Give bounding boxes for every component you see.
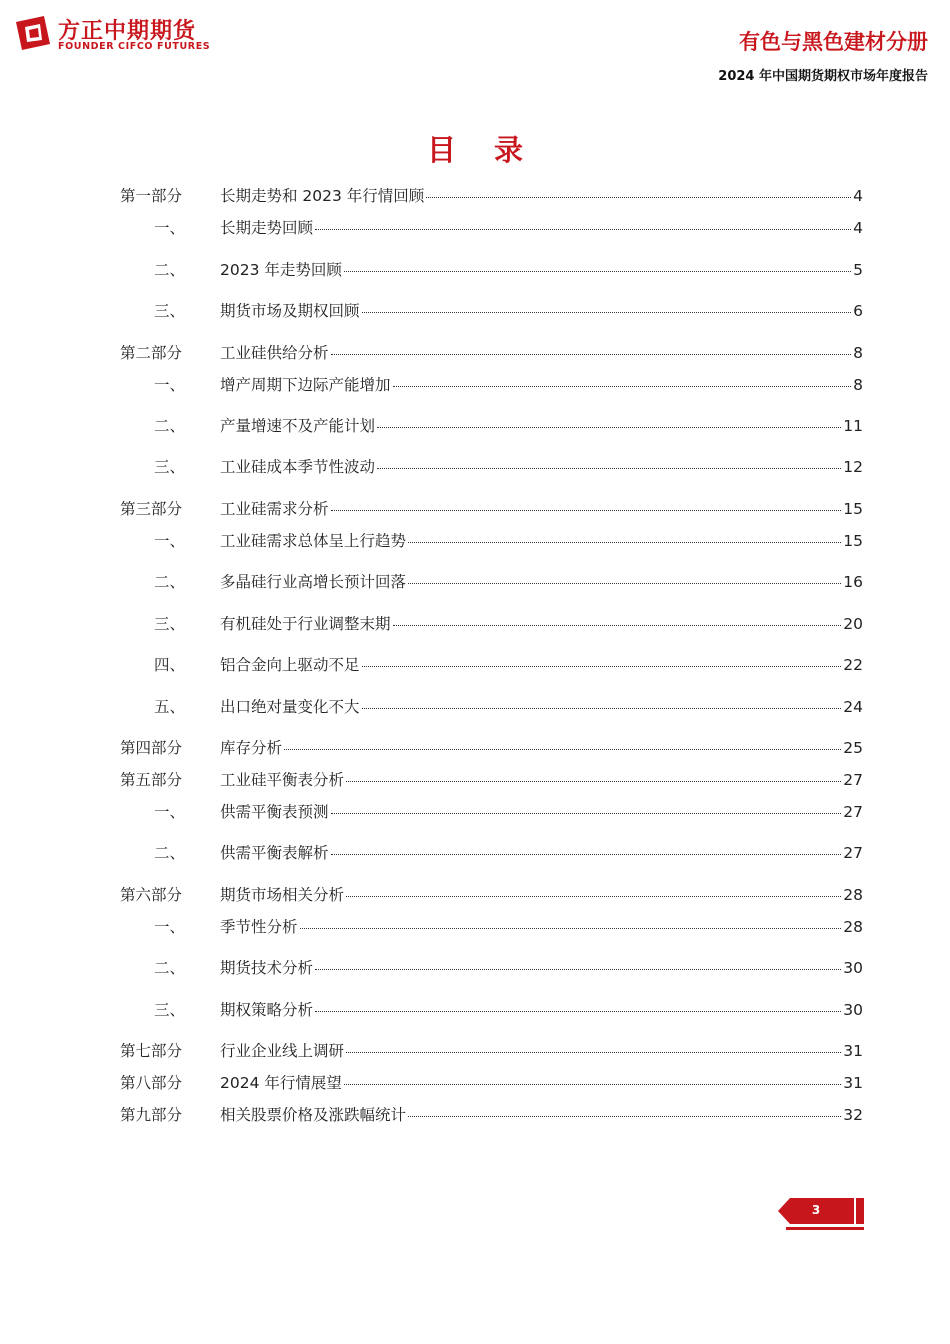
toc-entry-title: 工业硅成本季节性波动 xyxy=(220,458,376,476)
toc-entry-page: 31 xyxy=(843,1042,863,1060)
toc-entry-title: 产量增速不及产能计划 xyxy=(220,417,376,435)
toc-entry-number: 一、 xyxy=(154,376,186,394)
toc-entry[interactable] xyxy=(120,884,863,906)
toc-entry[interactable] xyxy=(120,999,863,1021)
toc-entry-line xyxy=(220,999,863,1021)
toc-entry-title: 有机硅处于行业调整末期 xyxy=(220,615,391,633)
toc-entry-number: 一、 xyxy=(154,532,186,550)
toc-entry-line xyxy=(220,259,863,281)
toc-entry[interactable] xyxy=(120,737,863,759)
toc-entry-title: 供需平衡表预测 xyxy=(220,803,329,821)
toc-entry-title: 期权策略分析 xyxy=(220,1001,314,1019)
toc-entry-page: 15 xyxy=(843,500,863,518)
toc-entry-page: 15 xyxy=(843,532,863,550)
toc-entry-line xyxy=(220,456,863,478)
toc-entry[interactable] xyxy=(120,259,863,281)
toc-dot-leader xyxy=(393,625,842,626)
toc-dot-leader xyxy=(331,854,842,855)
toc-entry-title: 工业硅需求分析 xyxy=(220,500,329,518)
toc-entry-number: 三、 xyxy=(154,458,186,476)
toc-entry-page: 4 xyxy=(853,187,863,205)
toc-entry-title: 2023 年走势回顾 xyxy=(220,261,342,279)
toc-entry-page: 24 xyxy=(843,698,863,716)
toc-entry-line xyxy=(220,185,863,207)
toc-entry-number: 二、 xyxy=(154,573,186,591)
toc-entry-page: 8 xyxy=(853,376,863,394)
toc-entry-line xyxy=(220,498,863,520)
toc-dot-leader xyxy=(393,386,852,387)
toc-entry-title: 行业企业线上调研 xyxy=(220,1042,345,1060)
toc-entry-page: 16 xyxy=(843,573,863,591)
toc-entry-title: 长期走势和 2023 年行情回顾 xyxy=(220,187,425,205)
toc-entry-number: 一、 xyxy=(154,803,186,821)
toc-dot-leader xyxy=(284,749,841,750)
toc-dot-leader xyxy=(344,271,851,272)
toc-entry-line xyxy=(220,957,863,979)
toc-entry-title: 供需平衡表解析 xyxy=(220,844,329,862)
toc-entry-line xyxy=(220,1072,863,1094)
toc-entry[interactable] xyxy=(120,613,863,635)
toc-entry[interactable] xyxy=(120,1072,863,1094)
toc-entry[interactable] xyxy=(120,957,863,979)
toc-entry[interactable] xyxy=(120,530,863,552)
toc-entry-number: 二、 xyxy=(154,844,186,862)
toc-dot-leader xyxy=(377,468,841,469)
report-section-title: 有色与黑色建材分册 xyxy=(739,30,928,54)
toc-entry-title: 长期走势回顾 xyxy=(220,219,314,237)
toc-dot-leader xyxy=(346,781,841,782)
toc-dot-leader xyxy=(315,1011,841,1012)
toc-dot-leader xyxy=(377,427,841,428)
founder-logo-icon xyxy=(16,16,50,50)
toc-dot-leader xyxy=(331,354,852,355)
toc-entry-page: 4 xyxy=(853,219,863,237)
toc-entry[interactable] xyxy=(120,300,863,322)
toc-entry-line xyxy=(220,842,863,864)
toc-entry-line xyxy=(220,769,863,791)
page-number-badge xyxy=(778,1196,864,1232)
toc-dot-leader xyxy=(362,708,842,709)
toc-entry-title: 期货市场及期权回顾 xyxy=(220,302,360,320)
toc-entry-number: 二、 xyxy=(154,417,186,435)
toc-entry-title: 多晶硅行业高增长预计回落 xyxy=(220,573,407,591)
toc-entry-number: 一、 xyxy=(154,918,186,936)
toc-entry-page: 12 xyxy=(843,458,863,476)
toc-dot-leader xyxy=(315,969,841,970)
toc-dot-leader xyxy=(331,510,842,511)
toc-dot-leader xyxy=(408,542,841,543)
toc-entry[interactable] xyxy=(120,801,863,823)
toc-entry-title: 铝合金向上驱动不足 xyxy=(220,656,360,674)
toc-entry-page: 8 xyxy=(853,344,863,362)
toc-entry[interactable] xyxy=(120,842,863,864)
toc-entry[interactable] xyxy=(120,498,863,520)
company-logo xyxy=(16,14,216,54)
logo-english-name: FOUNDER CIFCO FUTURES xyxy=(58,41,211,52)
toc-entry[interactable] xyxy=(120,185,863,207)
toc-entry-line xyxy=(220,916,863,938)
toc-entry-title: 期货技术分析 xyxy=(220,959,314,977)
toc-entry-line xyxy=(220,884,863,906)
toc-entry-line xyxy=(220,300,863,322)
toc-entry-title: 期货市场相关分析 xyxy=(220,886,345,904)
toc-entry-number: 第二部分 xyxy=(120,344,183,362)
toc-entry-title: 工业硅需求总体呈上行趋势 xyxy=(220,532,407,550)
toc-entry-number: 三、 xyxy=(154,302,186,320)
page-number: 3 xyxy=(811,1203,821,1217)
toc-entry-page: 32 xyxy=(843,1106,863,1124)
toc-entry-line xyxy=(220,342,863,364)
toc-entry-title: 工业硅供给分析 xyxy=(220,344,329,362)
toc-entry-number: 三、 xyxy=(154,1001,186,1019)
toc-entry-title: 季节性分析 xyxy=(220,918,298,936)
toc-entry-page: 27 xyxy=(843,803,863,821)
toc-entry[interactable] xyxy=(120,374,863,396)
toc-entry-page: 28 xyxy=(843,886,863,904)
toc-entry-title: 2024 年行情展望 xyxy=(220,1074,342,1092)
toc-entry-page: 22 xyxy=(843,656,863,674)
toc-entry[interactable] xyxy=(120,696,863,718)
toc-heading: 目 录 xyxy=(426,133,538,167)
toc-entry-number: 第一部分 xyxy=(120,187,183,205)
toc-entry-page: 25 xyxy=(843,739,863,757)
toc-entry-line xyxy=(220,1040,863,1062)
toc-entry-title: 增产周期下边际产能增加 xyxy=(220,376,391,394)
toc-dot-leader xyxy=(300,928,842,929)
toc-entry-title: 库存分析 xyxy=(220,739,283,757)
toc-entry[interactable] xyxy=(120,456,863,478)
toc-entry[interactable] xyxy=(120,654,863,676)
toc-entry-page: 6 xyxy=(853,302,863,320)
toc-entry-number: 第八部分 xyxy=(120,1074,183,1092)
toc-dot-leader xyxy=(315,229,851,230)
toc-entry-line xyxy=(220,737,863,759)
toc-entry-page: 20 xyxy=(843,615,863,633)
toc-entry-line xyxy=(220,696,863,718)
toc-entry-line xyxy=(220,415,863,437)
toc-entry-number: 二、 xyxy=(154,959,186,977)
toc-dot-leader xyxy=(426,197,851,198)
toc-entry-number: 第三部分 xyxy=(120,500,183,518)
toc-dot-leader xyxy=(408,583,841,584)
toc-entry-number: 第五部分 xyxy=(120,771,183,789)
toc-entry-line xyxy=(220,217,863,239)
toc-dot-leader xyxy=(362,666,842,667)
toc-entry-page: 11 xyxy=(843,417,863,435)
toc-entry[interactable] xyxy=(120,1040,863,1062)
toc-entry-number: 第四部分 xyxy=(120,739,183,757)
toc-entry-number: 五、 xyxy=(154,698,186,716)
toc-dot-leader xyxy=(408,1116,841,1117)
toc-entry-number: 第六部分 xyxy=(120,886,183,904)
toc-dot-leader xyxy=(346,1052,841,1053)
toc-entry[interactable] xyxy=(120,342,863,364)
toc-entry-page: 27 xyxy=(843,771,863,789)
toc-entry[interactable] xyxy=(120,916,863,938)
logo-chinese-name: 方正中期期货 xyxy=(58,19,197,44)
toc-entry-line xyxy=(220,801,863,823)
toc-entry-page: 30 xyxy=(843,959,863,977)
toc-entry-number: 一、 xyxy=(154,219,186,237)
toc-entry[interactable] xyxy=(120,415,863,437)
toc-entry-line xyxy=(220,374,863,396)
toc-entry-title: 出口绝对量变化不大 xyxy=(220,698,360,716)
toc-entry-number: 四、 xyxy=(154,656,186,674)
toc-entry-number: 三、 xyxy=(154,615,186,633)
toc-dot-leader xyxy=(331,813,842,814)
toc-entry-page: 30 xyxy=(843,1001,863,1019)
toc-entry-title: 工业硅平衡表分析 xyxy=(220,771,345,789)
toc-dot-leader xyxy=(344,1084,841,1085)
toc-entry[interactable] xyxy=(120,769,863,791)
toc-dot-leader xyxy=(346,896,841,897)
toc-entry[interactable] xyxy=(120,571,863,593)
toc-entry-number: 第九部分 xyxy=(120,1106,183,1124)
toc-entry-line xyxy=(220,571,863,593)
toc-entry-line xyxy=(220,654,863,676)
toc-entry-page: 27 xyxy=(843,844,863,862)
report-subtitle: 2024 年中国期货期权市场年度报告 xyxy=(718,69,928,84)
toc-entry-line xyxy=(220,1104,863,1126)
toc-entry-line xyxy=(220,530,863,552)
toc-entry-page: 31 xyxy=(843,1074,863,1092)
toc-entry-line xyxy=(220,613,863,635)
toc-entry-number: 第七部分 xyxy=(120,1042,183,1060)
toc-entry[interactable] xyxy=(120,1104,863,1126)
toc-entry-number: 二、 xyxy=(154,261,186,279)
toc-entry-page: 28 xyxy=(843,918,863,936)
toc-entry-title: 相关股票价格及涨跌幅统计 xyxy=(220,1106,407,1124)
toc-entry[interactable] xyxy=(120,217,863,239)
toc-entry-page: 5 xyxy=(853,261,863,279)
toc-dot-leader xyxy=(362,312,852,313)
